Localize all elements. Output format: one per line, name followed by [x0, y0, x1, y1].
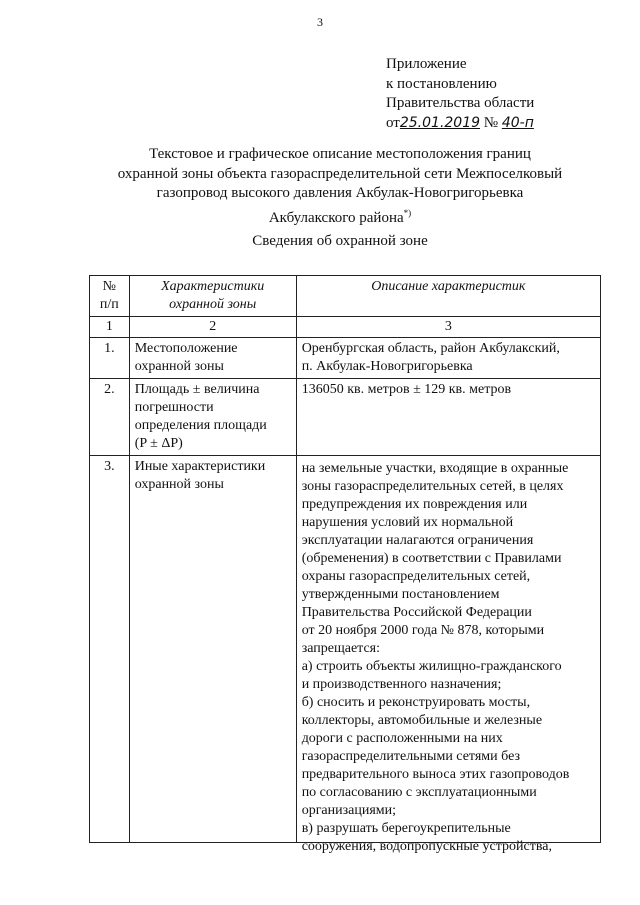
cell-line: Правительства Российской Федерации [301, 605, 532, 620]
title-line-text: Акбулакского района [268, 209, 404, 226]
table-header-row [90, 276, 601, 317]
row-number: 2. [90, 379, 130, 456]
cell-line: зоны газораспределительных сетей, в целях [301, 479, 564, 494]
cell-line: а) строить объекты жилищно-гражданского [301, 659, 562, 674]
cell-line: погрешности [134, 400, 214, 415]
cell-line: 136050 кв. метров ± 129 кв. метров [301, 382, 512, 397]
cell-line: охраны газораспределительных сетей, [301, 569, 531, 584]
title-line: газопровод высокого давления Акбулак-Новогригорьевка [156, 185, 524, 201]
header-text: п/п [99, 297, 119, 312]
cell-line: Площадь ± величина [134, 382, 260, 397]
column-number: 1 [90, 317, 130, 338]
appendix-block [386, 55, 534, 133]
cell-line: по согласованию с эксплуатационными [301, 785, 537, 800]
cell-line: газораспределительными сетями без [301, 749, 520, 764]
cell-line: в) разрушать берегоукрепительные [301, 821, 511, 836]
title-line: охранной зоны объекта газораспределительной сети Межпоселковый [117, 165, 563, 182]
header-text: Характеристики [161, 279, 265, 294]
cell-line: (обременения) в соответствии с Правилами [301, 551, 562, 566]
column-number: 3 [296, 317, 600, 338]
cell-line: охранной зоны [134, 477, 224, 492]
row-characteristic [129, 379, 296, 456]
column-number: 2 [129, 317, 296, 338]
cell-line: Иные характеристики [134, 459, 266, 474]
cell-line: и производственного назначения; [301, 677, 502, 692]
title-line [80, 204, 600, 229]
cell-line: охранной зоны [134, 359, 224, 374]
appendix-date-line [386, 114, 534, 134]
cell-line: определения площади [134, 418, 267, 433]
header-text: охранной зоны [169, 297, 257, 312]
handwritten-number: 40-п [501, 114, 534, 131]
number-prefix: № [483, 114, 499, 131]
cell-line: Местоположение [134, 341, 238, 356]
cell-line: предварительного выноса этих газопроводов [301, 767, 570, 782]
date-prefix: от [386, 114, 400, 131]
cell-line: (P ± ΔP) [134, 436, 183, 451]
row-characteristic [129, 456, 296, 843]
title-line: Текстовое и графическое описание местоположения границ [149, 146, 531, 162]
cell-line: п. Акбулак-Новогригорьевка [301, 359, 473, 374]
restrictions-text [301, 460, 595, 854]
table-row [90, 338, 601, 379]
appendix-line: Правительства области [386, 95, 535, 111]
cell-line: от 20 ноября 2000 года № 878, которыми [301, 623, 545, 638]
header-num [90, 276, 130, 317]
cell-line: Оренбургская область, район Акбулакский, [301, 341, 560, 356]
cell-line: предупреждения их повреждения или [301, 497, 528, 512]
cell-line: на земельные участки, входящие в охранные [301, 461, 569, 476]
row-description [296, 338, 600, 379]
row-number: 3. [90, 456, 130, 843]
protection-zone-table [89, 275, 601, 854]
page-number: 3 [317, 15, 323, 29]
table-row [90, 379, 601, 456]
cell-line: коллекторы, автомобильные и железные [301, 713, 543, 728]
row-characteristic [129, 338, 296, 379]
cell-line: дороги с расположенными на них [301, 731, 503, 746]
cell-line: организациями; [301, 803, 397, 818]
cell-line: эксплуатации налагаются ограничения [301, 533, 534, 548]
appendix-line: к постановлению [386, 75, 497, 92]
cell-line: запрещается: [301, 641, 380, 656]
row-number: 1. [90, 338, 130, 379]
cell-line: утвержденными постановлением [301, 587, 500, 602]
row-description [296, 379, 600, 456]
table-row [90, 456, 601, 843]
column-number-row [90, 317, 601, 338]
section-subtitle: Сведения об охранной зоне [252, 233, 428, 249]
cell-line: нарушения условий их нормальной [301, 515, 514, 530]
cell-line: сооружения, водопропускные устройства, [301, 839, 552, 854]
header-characteristic [129, 276, 296, 317]
footnote-mark: *) [403, 207, 412, 218]
document-title [80, 145, 600, 228]
row-description [296, 456, 600, 854]
header-text: № [102, 279, 117, 294]
header-description: Описание характеристик [296, 276, 600, 317]
appendix-line: Приложение [386, 56, 467, 72]
handwritten-date: 25.01.2019 [399, 114, 481, 131]
cell-line: б) сносить и реконструировать мосты, [301, 695, 531, 710]
